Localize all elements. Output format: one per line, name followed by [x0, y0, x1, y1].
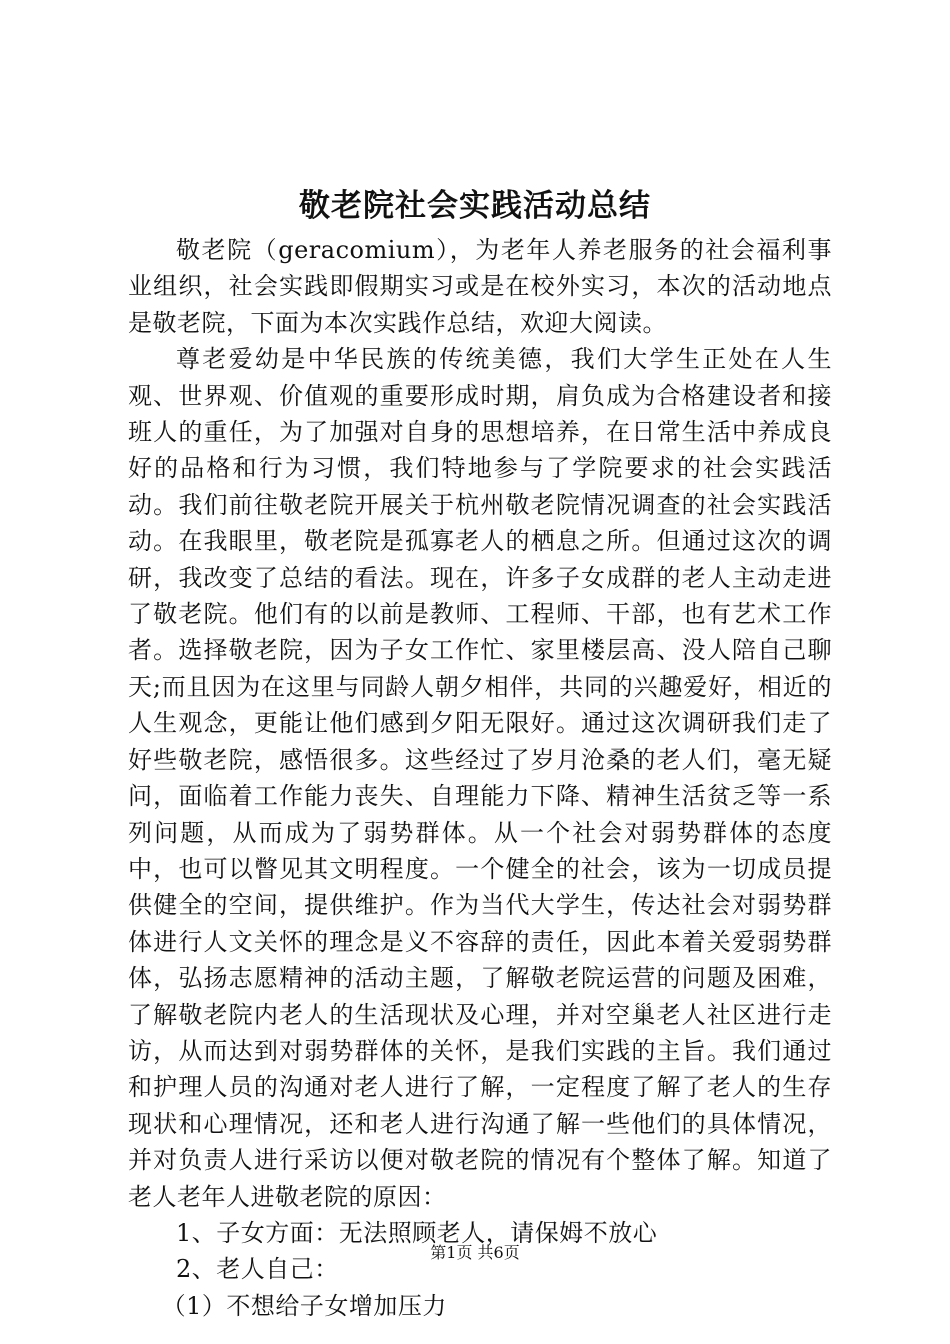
paragraph-intro: 敬老院（geracomium），为老年人养老服务的社会福利事业组织，社会实践即假期实习或是在校外实习，本次的活动地点是敬老院，下面为本次实践作总结，欢迎大阅读。: [128, 236, 832, 337]
page-number-footer: 第1页 共6页: [430, 1243, 520, 1262]
list-item-elders: 2、老人自己：: [176, 1255, 339, 1284]
document-title: 敬老院社会实践活动总结: [299, 188, 651, 224]
sub-list-item-pressure: （1）不想给子女增加压力: [161, 1291, 447, 1320]
list-item-children: 1、子女方面：无法照顾老人，请保姆不放心: [176, 1218, 658, 1247]
paragraph-main: 尊老爱幼是中华民族的传统美德，我们大学生正处在人生观、世界观、价值观的重要形成时期，肩负成为合格建设者和接班人的重任，为了加强对自身的思想培养，在日常生活中养成良好的品格和行为习惯，我们特地参与了学院要求的社会实践活动。我们前往敬老院开展关于杭州敬老院情况调查的社会实践活动。在我眼里，敬老院是孤寡老人的栖息之所。但通过这次的调研，我改变了总结的看法。现在，许多子女成群的老人主动走进了敬老院。他们有的以前是教师、工程师、干部，也有艺术工作者。选择敬老院，因为子女工作忙、家里楼层高、没人陪自己聊天;而且因为在这里与同龄人朝夕相伴，共同的兴趣爱好，相近的人生观念，更能让他们感到夕阳无限好。通过这次调研我们走了好些敬老院，感悟很多。这些经过了岁月沧桑的老人们，毫无疑问，面临着工作能力丧失、自理能力下降、精神生活贫乏等一系列问题，从而成为了弱势群体。从一个社会对弱势群体的态度中，也可以瞥见其文明程度。一个健全的社会，该为一切成员提供健全的空间，提供维护。作为当代大学生，传达社会对弱势群体进行人文关怀的理念是义不容辞的责任，因此本着关爱弱势群体，弘扬志愿精神的活动主题，了解敬老院运营的问题及困难，了解敬老院内老人的生活现状及心理，并对空巢老人社区进行走访，从而达到对弱势群体的关怀，是我们实践的主旨。我们通过和护理人员的沟通对老人进行了解，一定程度了解了老人的生存现状和心理情况，还和老人进行沟通了解一些他们的具体情况，并对负责人进行采访以便对敬老院的情况有个整体了解。知道了老人老年人进敬老院的原因：: [128, 345, 832, 1211]
document-body: [128, 232, 832, 1324]
